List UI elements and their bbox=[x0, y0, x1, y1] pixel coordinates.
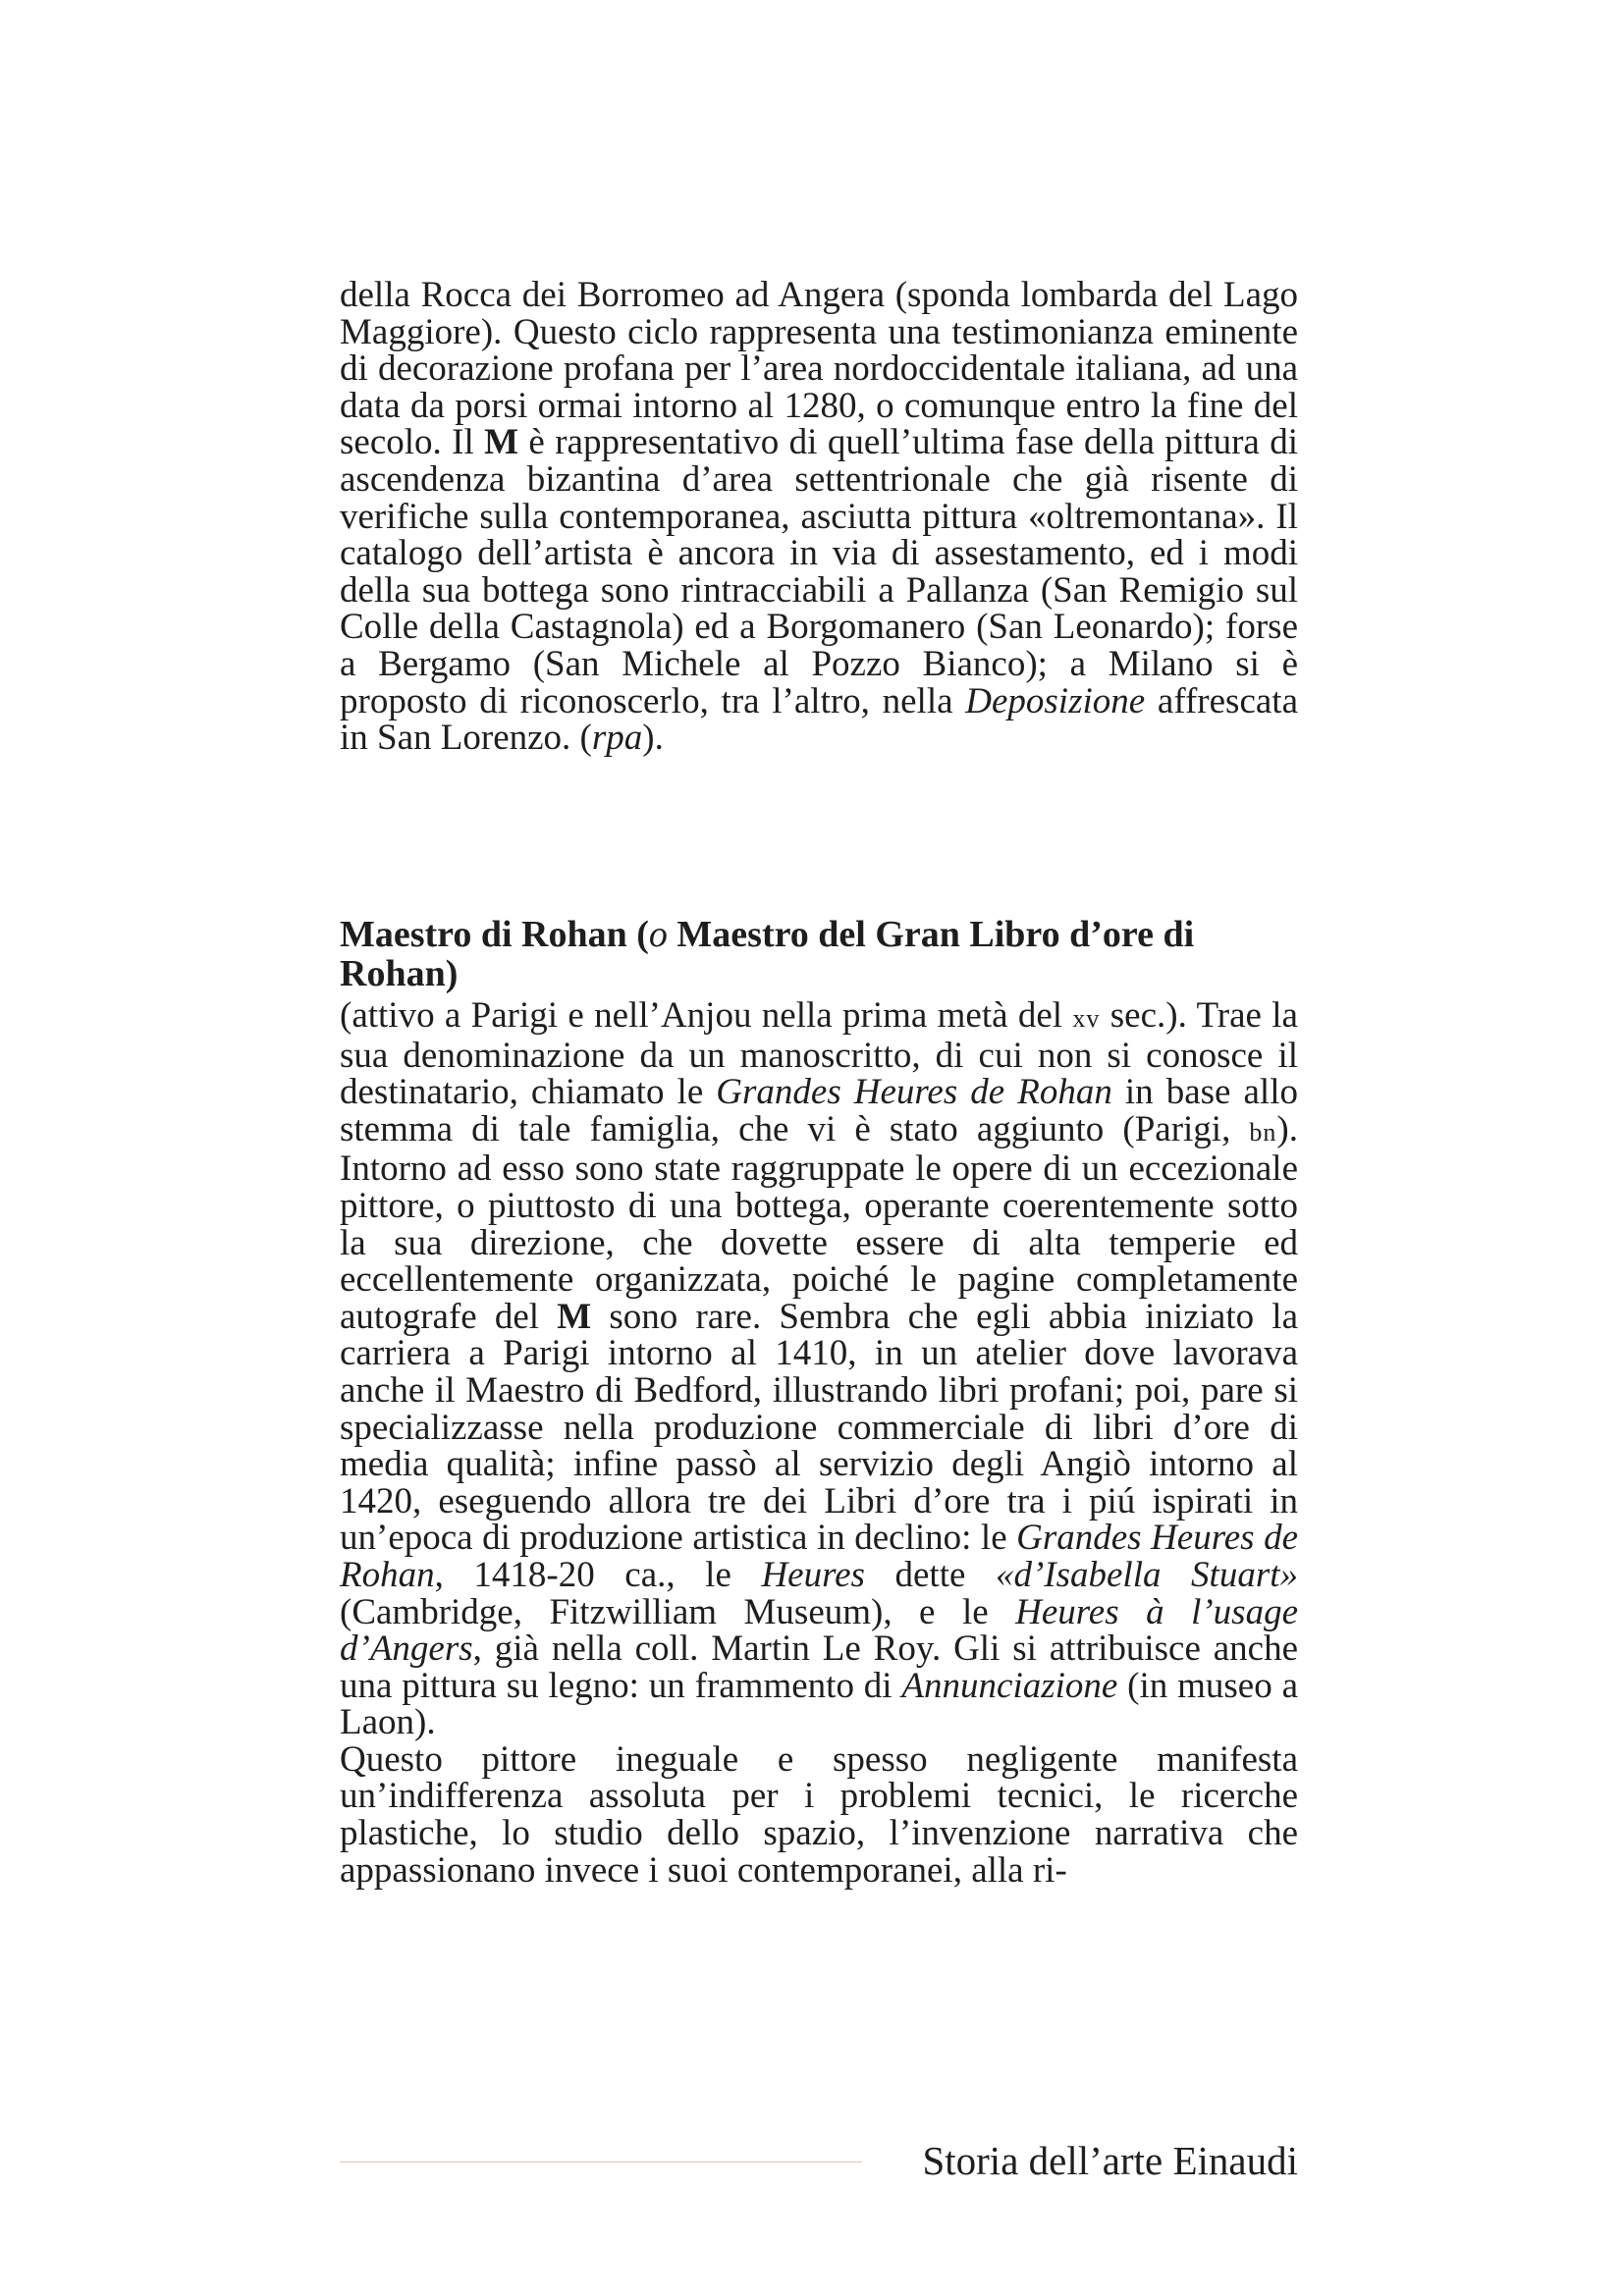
text-run: , già nella coll. Martin Le Roy. Gli si attribuisce anche una pittura su legno: un frammento di bbox=[340, 1629, 1298, 1706]
entry-abbrev: M bbox=[557, 1296, 592, 1337]
century-smallcaps: xv bbox=[1072, 1004, 1101, 1033]
entry-abbrev: M bbox=[484, 422, 519, 463]
text-run: sono rare. Sembra che egli abbia iniziato la carriera a Parigi intorno al 1410, in un atelier dove lavorava anche il Maestro di Bedford, illustrando libri profani; poi, pare si specializzasse nella produzione commerciale di libri d’ore di media qualità; infine passò al servizio degli Angiò intorno al 1420, eseguendo allora tre dei Libri d’ore tra i piú ispirati in un’epoca di produzione artistica in declino: le bbox=[340, 1296, 1298, 1559]
artwork-title: Annunciazione bbox=[901, 1665, 1118, 1706]
library-smallcaps: bn bbox=[1249, 1117, 1277, 1147]
continued-entry-text bbox=[340, 277, 1298, 757]
text-run: è rappresentativo di quell’ultima fase della pittura di ascendenza bizantina d’area settentrionale che già risente di verifiche sulla contemporanea, asciutta pittura «oltremontana». Il catalogo dell’artista è ancora in via di assestamento, ed i modi della sua bottega sono rintracciabili a Pallanza (San Remigio sul Colle della Castagnola) ed a Borgomanero (San Leonardo); forse a Bergamo (San Michele al Pozzo Bianco); a Milano si è proposto di riconoscerlo, tra l’altro, nella bbox=[340, 422, 1298, 721]
manuscript-title: Grandes Heures de Rohan bbox=[716, 1072, 1112, 1113]
heading-text: Maestro di Rohan ( bbox=[340, 914, 649, 955]
entry-body-paragraph-2: Questo pittore ineguale e spesso negligente manifesta un’indifferenza assoluta per i problemi tecnici, le ricerche plastiche, lo studio dello spazio, l’invenzione narrativa che appassionano invece i suoi contemporanei, alla ri- bbox=[340, 1738, 1298, 1891]
text-run: (in museo a Laon). bbox=[340, 1665, 1298, 1743]
text-run: ). Intorno ad esso sono state raggruppate le opere di un eccezionale pittore, o piuttosto di una bottega, operante coerentemente sotto la sua direzione, che dovette essere di alta temperie ed eccellentemente organizzata, poiché le pagine completamente autografe del bbox=[340, 1108, 1298, 1337]
manuscript-title: «d’Isabella Stuart» bbox=[995, 1554, 1299, 1595]
text-run: , 1418-20 ca., le bbox=[434, 1554, 762, 1595]
manuscript-title: Grandes Heures de Rohan bbox=[340, 1518, 1298, 1595]
text-run: della Rocca dei Borromeo ad Angera (sponda lombarda del Lago Maggiore). Questo ciclo rappresenta una testimonianza eminente di decorazione profana per l’area nordoccidentale italiana, ad una data da porsi ormai intorno al 1280, o comunque entro la fine del secolo. Il bbox=[340, 275, 1298, 463]
artwork-title: Deposizione bbox=[965, 680, 1146, 721]
text-run: (attivo a Parigi e nell’Anjou nella prima metà del bbox=[340, 995, 1073, 1036]
entry-body-paragraph bbox=[340, 997, 1298, 1741]
continued-paragraph bbox=[340, 277, 1298, 757]
footer-rule bbox=[340, 2162, 862, 2163]
text-run: ). bbox=[642, 718, 664, 759]
author-initials: rpa bbox=[591, 718, 643, 759]
text-run: (Cambridge, Fitzwilliam Museum), e le bbox=[340, 1591, 1016, 1632]
entry-heading bbox=[340, 915, 1298, 993]
text-run: dette bbox=[864, 1554, 996, 1595]
manuscript-title: Heures bbox=[761, 1554, 865, 1595]
manuscript-title: Heures à l’usage d’Angers bbox=[340, 1591, 1298, 1670]
entry-maestro-di-rohan bbox=[340, 915, 1298, 1889]
text-run: sec.). Trae la sua denominazione da un manoscritto, di cui non si conosce il destinatario, chiamato le bbox=[340, 995, 1298, 1113]
heading-italic: o bbox=[648, 914, 668, 955]
text-run: affrescata in San Lorenzo. ( bbox=[340, 680, 1299, 759]
text-run: in base allo stemma di tale famiglia, che vi è stato aggiunto (Parigi, bbox=[340, 1072, 1298, 1149]
footer-publication-title: Storia dell’arte Einaudi bbox=[922, 2138, 1298, 2183]
heading-text: Maestro del Gran Libro d’ore di Rohan) bbox=[340, 914, 1195, 994]
